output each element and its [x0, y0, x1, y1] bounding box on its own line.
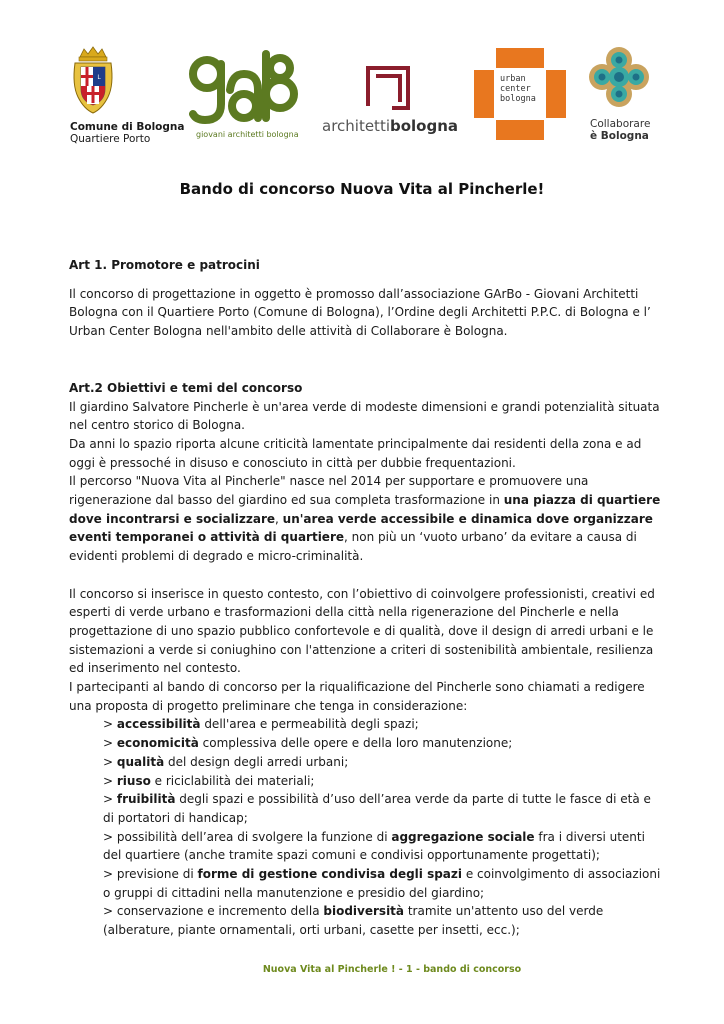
footer-text: Nuova Vita al Pincherle ! - 1 - bando di concorso	[262, 964, 522, 975]
list-item	[103, 772, 661, 791]
list-item	[103, 715, 661, 734]
item-post: del design degli arredi urbani;	[164, 754, 349, 769]
collaborare-line2: è Bologna	[590, 130, 649, 142]
item-post: fra i diversi utenti del quartiere (anche tramite spazi comuni e condivisi opportunamente progettati);	[103, 829, 645, 863]
garbo-logo	[188, 50, 308, 142]
item-bold: qualità	[116, 754, 165, 769]
urban-center-caption	[500, 74, 550, 104]
urban-line2: center	[500, 84, 531, 94]
page-footer	[0, 964, 724, 975]
item-pre: >	[103, 717, 117, 732]
art2-paragraph-1: Il giardino Salvatore Pincherle è un'area verde di modeste dimensioni e grandi potenzialità situata nel centro storico di Bologna.	[69, 399, 660, 433]
collaborare-logo	[586, 44, 666, 146]
list-item	[103, 828, 661, 865]
item-pre: > conservazione e incremento della	[103, 904, 324, 919]
criteria-list	[69, 715, 661, 939]
p3-part-c: ,	[275, 511, 283, 526]
item-post: tramite un'attento uso del verde (alberature, piante ornamentali, orti urbani, casette per insetti, ecc.);	[103, 904, 604, 938]
architetti-bold: bologna	[390, 117, 459, 135]
list-item	[103, 902, 661, 939]
art1-text: Il concorso di progettazione in oggetto è promosso dall’associazione GArBo - Giovani Architetti Bologna con il Quartiere Porto (Comune di Bologna), l’Ordine degli Architetti P.P.C. di Bologna e l’ Urban Center Bologna nell'ambito delle attività di Collaborare è Bologna.	[69, 286, 651, 339]
art2-paragraph-2: Da anni lo spazio riporta alcune criticità lamentate principalmente dai residenti della zona e ad oggi è pressoché in disuso e conosciuto in città per dubbie frequentazioni.	[69, 436, 642, 470]
p3-part-a: Il percorso "Nuova Vita al Pincherle" nasce nel 2014 per supportare e promuovere una rigenerazione dal basso del giardino ed sua completa trasformazione in	[69, 474, 589, 508]
art1-heading: Art 1. Promotore e patrocini	[69, 258, 260, 272]
architetti-caption	[322, 117, 458, 135]
item-pre: >	[103, 736, 117, 751]
urban-line1: urban	[500, 74, 526, 84]
art2-paragraph-3	[69, 472, 661, 566]
architetti-bologna-logo	[322, 66, 462, 138]
list-item	[103, 790, 661, 827]
p3-part-e: , non più un ‘vuoto urbano’ da evitare a causa di evidenti problemi di degrado e micro-criminalità.	[69, 530, 637, 564]
item-pre: > possibilità dell’area di svolgere la funzione di	[103, 829, 392, 844]
svg-text:L: L	[97, 74, 101, 81]
item-post: degli spazi e possibilità d’uso dell’area verde da parte di tutte le fasce di età e di portatori di handicap;	[103, 792, 651, 825]
item-post: e riciclabilità dei materiali;	[150, 773, 315, 788]
item-bold: accessibilità	[116, 717, 201, 732]
architetti-prefix: architetti	[322, 117, 390, 135]
item-post: complessiva delle opere e della loro manutenzione;	[198, 736, 513, 751]
document-body	[69, 256, 661, 940]
architetti-frame-icon	[366, 66, 410, 112]
p3-bold-piazza: una piazza di quartiere dove incontrarsi e socializzare	[69, 493, 661, 526]
garbo-caption: giovani architetti bologna	[196, 130, 299, 139]
art2-paragraph-4: Il concorso si inserisce in questo contesto, con l’obiettivo di coinvolgere professionisti, creativi ed esperti di verde urbano e trasformazioni della città nella rigenerazione del Pincherle e nella progettazione di uno spazio pubblico confortevole e di qualità, dove il design di arredi urbani e le sistemazioni a verde si coniughino con l'attenzione a criteri di sostenibilità ambientale, resilienza ed inserimento nel contesto.	[69, 586, 655, 676]
item-post: e coinvolgimento di associazioni o gruppi di cittadini nella manutenzione e presidio del giardino;	[103, 867, 661, 900]
list-item	[103, 753, 661, 772]
comune-name: Comune di Bologna	[70, 121, 185, 133]
list-item	[103, 734, 661, 753]
item-bold: economicità	[116, 736, 199, 751]
art2-heading: Art.2 Obiettivi e temi del concorso	[69, 380, 303, 395]
logo-bar	[0, 0, 724, 150]
item-bold: forme di gestione condivisa degli spazi	[197, 867, 462, 882]
comune-di-bologna-logo	[66, 45, 185, 145]
item-bold: fruibilità	[116, 792, 176, 807]
document-title: Bando di concorso Nuova Vita al Pincherle!	[179, 180, 545, 198]
urban-line3: bologna	[500, 94, 536, 104]
item-pre: > previsione di	[103, 867, 198, 882]
bologna-crest-icon	[70, 45, 116, 117]
comune-caption	[70, 121, 184, 145]
p3-bold-area-verde: un'area verde accessibile e dinamica dove organizzare eventi temporanei o attività di quartiere	[69, 511, 653, 545]
item-bold: riuso	[116, 773, 151, 788]
urban-center-logo	[474, 48, 566, 140]
garbo-letters-icon	[188, 50, 300, 128]
item-post: dell'area e permeabilità degli spazi;	[200, 717, 419, 732]
item-pre: >	[103, 773, 117, 788]
list-item	[103, 865, 661, 902]
art2-paragraph-5: I partecipanti al bando di concorso per la riqualificazione del Pincherle sono chiamati a redigere una proposta di progetto preliminare che tenga in considerazione:	[69, 680, 645, 713]
item-bold: aggregazione sociale	[391, 829, 535, 844]
collaborare-caption	[590, 118, 650, 142]
item-bold: biodiversità	[323, 904, 405, 919]
item-pre: >	[103, 792, 117, 807]
collaborare-line1: Collaborare	[590, 118, 651, 130]
quartiere-name: Quartiere Porto	[70, 133, 151, 145]
item-pre: >	[103, 754, 117, 769]
collaborare-circles-icon	[586, 44, 652, 110]
